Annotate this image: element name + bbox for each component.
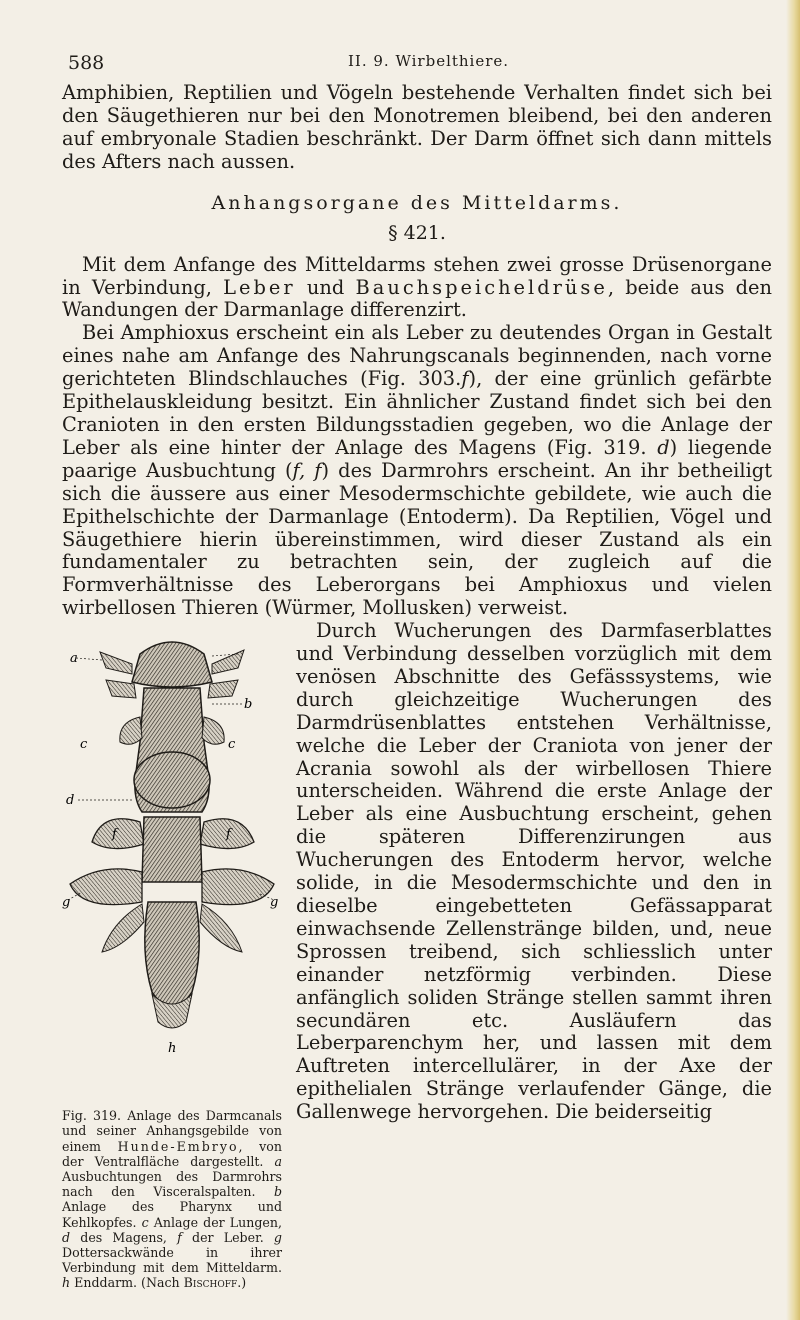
- embryo-gut-illustration: [62, 622, 282, 1102]
- running-head: II. 9. Wirbelthiere.: [348, 52, 510, 70]
- figure-319: [62, 622, 282, 1290]
- label-g-right: g: [270, 895, 279, 911]
- label-b: b: [244, 697, 253, 713]
- paragraph-1: Mit dem Anfange des Mitteldarms stehen zwei grosse Drüsenorgane in Verbindung, Leber und Bauchspeicheldrüse, beide aus den Wandungen der Darmanlage differenzirt.: [62, 252, 772, 322]
- page-edge: [786, 0, 800, 1320]
- section-title: Anhangsorgane des Mitteldarms.: [211, 191, 623, 214]
- intro-paragraph: Amphibien, Reptilien und Vögeln bestehende Verhalten findet sich bei den Säugethieren nur bei den Monotremen bleibend, bei den anderen auf embryonale Stadien beschränkt. Der Darm öffnet sich dann mittels des Afters nach aussen.: [62, 81, 772, 173]
- book-page: [62, 52, 772, 1297]
- label-c-right: c: [228, 737, 236, 753]
- paragraph-2: Bei Amphioxus erscheint ein als Leber zu deutendes Organ in Gestalt eines nahe am Anfange des Nahrungscanals beginnenden, nach vorne gerichteten Blindschlauches (Fig. 303.f), der eine grünlich gefärbte Epithelauskleidung besitzt. Ein ähnlicher Zustand findet sich bei den Cranioten in den ersten Bildungsstadien gegeben, wo die Anlage der Leber als eine hinter der Anlage des Magens (Fig. 319. d) liegende paarige Ausbuchtung (f, f) des Darmrohrs erscheint. An ihr betheiligt sich die äussere aus einer Mesodermschichte gebildete, wie auch die Epithelschichte der Darmanlage (Entoderm). Da Reptilien, Vögel und Säugethiere hierin übereinstimmen, wird dieser Zustand als ein fundamentaler zu betrachten sein, der zugleich auf die Formverhältnisse des Leberorgans bei Amphioxus und vielen wirbellosen Thieren (Würmer, Mollusken) verweist.: [62, 321, 773, 620]
- label-f-left: f: [112, 827, 117, 843]
- label-c-left: c: [80, 737, 88, 753]
- paragraph-3: Durch Wucherungen des Darmfaserblattes und Verbindung desselben vorzüglich mit dem venösen Abschnitte des Gefässsystems, wie durch gleichzeitige Wucherungen des Darmdrüsenblattes entstehen Verhältnisse, welche die Leber der Craniota von jener der Acrania sowohl als der wirbellosen Thiere unterscheiden. Während die erste Anlage der Leber als eine Ausbuchtung erscheint, gehen die späteren Differenzirungen aus Wucherungen des Entoderm hervor, welche solide, in die Mesodermschichte und den in dieselbe eingebetteten Gefässapparat einwachsende Zellenstränge bilden, und, neue Sprossen treibend, sich schliesslich unter einander netzförmig verbinden. Diese anfänglich soliden Stränge stellen sammt ihren secundären etc. Ausläufern das Leberparenchym her, und lassen mit dem Auftreten intercellulärer, in der Axe der epithelialen Stränge verlaufender Gänge, die Gallenwege hervorgehen. Die beiderseitig: [296, 619, 772, 1124]
- figure-caption: Fig. 319. Anlage des Darmcanals und seiner Anhangsgebilde von einem Hunde-Embryo, von der Ventralfläche dargestellt. a Ausbuchtungen des Darmrohrs nach den Visceralspalten. b Anlage des Pharynx und Kehlkopfes. c Anlage der Lungen, d des Magens, f der Leber. g Dottersackwände in ihrer Verbindung mit dem Mitteldarm. h Enddarm. (Nach Bischoff.): [62, 1108, 282, 1291]
- page-header: [62, 52, 772, 82]
- label-h: h: [168, 1041, 177, 1057]
- label-f-right: f: [226, 827, 231, 843]
- page-number: 588: [68, 52, 105, 74]
- section-number: § 421.: [388, 221, 446, 244]
- label-a: a: [70, 651, 78, 667]
- label-d: d: [66, 793, 75, 809]
- label-g-left: g: [62, 895, 71, 911]
